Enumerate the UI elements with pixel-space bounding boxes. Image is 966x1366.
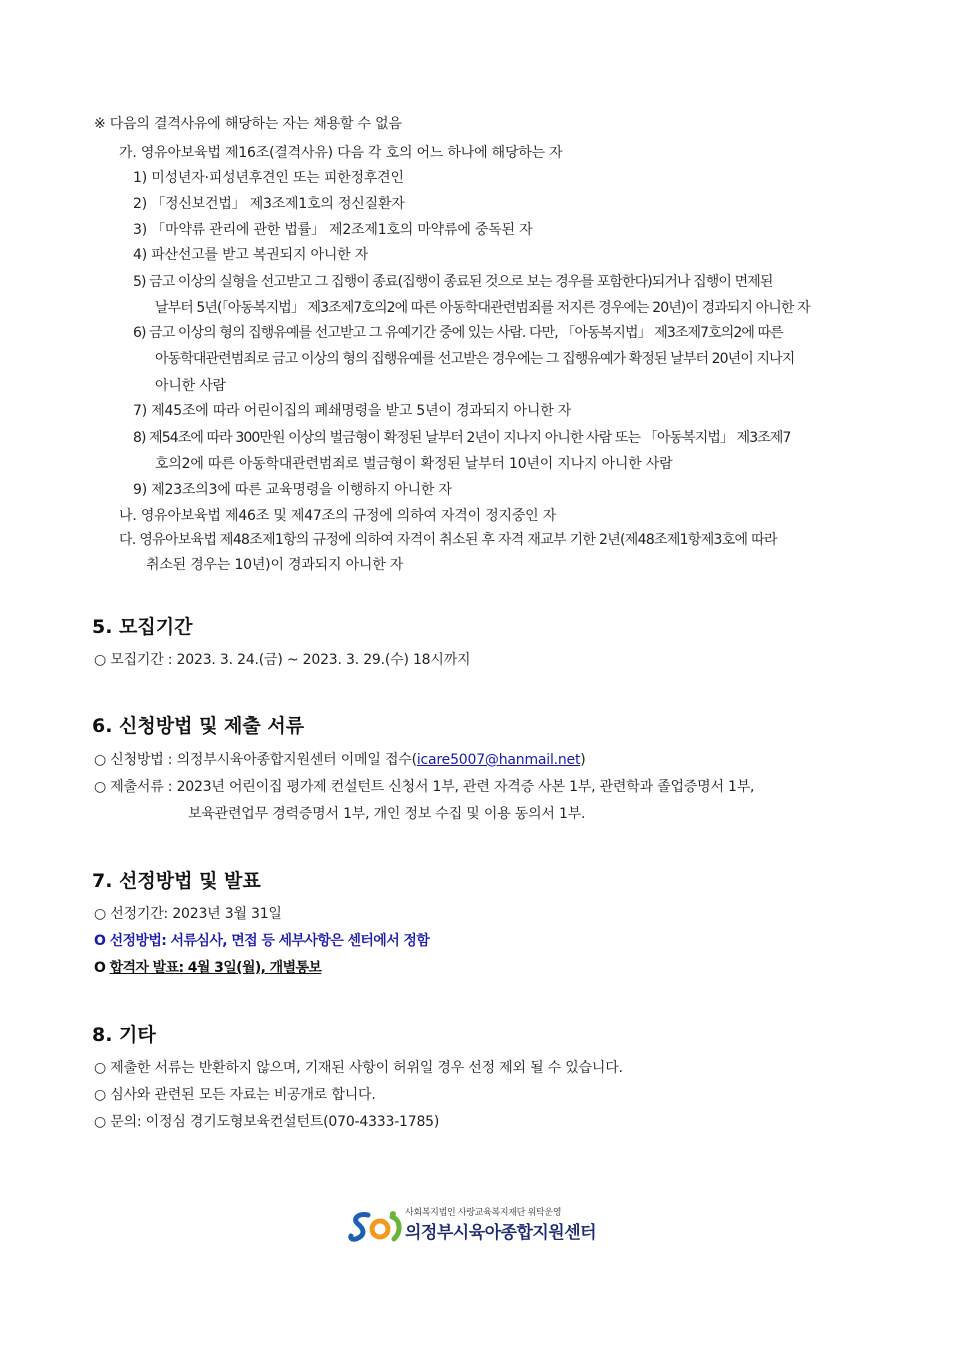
application-method-text: ○ 신청방법 : 의정부시육아종합지원센터 이메일 접수( [94, 752, 417, 768]
list-item: 날부터 5년(「아동복지법」 제3조제7호의2에 따른 아동학대관련범죄를 저지른 경우에는 20년)이 경과되지 아니한 자 [155, 300, 810, 316]
disqualification-ga: 가. 영유아보육법 제16조(결격사유) 다음 각 호의 어느 하나에 해당하는 자 [119, 145, 563, 161]
disqualification-na: 나. 영유아보육법 제46조 및 제47조의 규정에 의하여 자격이 정지중인 자 [119, 508, 557, 524]
list-item: 4) 파산선고를 받고 복권되지 아니한 자 [133, 247, 369, 263]
list-item: 6) 금고 이상의 형의 집행유예를 선고받고 그 유예기간 중에 있는 사람. 다만, 「아동복지법」 제3조제7호의2에 따른 [133, 325, 783, 341]
selection-period: ○ 선정기간: 2023년 3월 31일 [94, 906, 282, 922]
logo-mark-icon [348, 1207, 404, 1245]
section-title: 6. 신청방법 및 제출 서류 [92, 715, 305, 737]
list-item: 8) 제54조에 따라 300만원 이상의 벌금형이 확정된 날부터 2년이 지나지 아니한 사람 또는 「아동복지법」 제3조제7 [133, 430, 791, 446]
contact-line: ○ 문의: 이정심 경기도형보육컨설턴트(070-4333-1785) [94, 1114, 440, 1130]
list-item: 아니한 사람 [155, 378, 226, 394]
announcement-line [94, 958, 321, 978]
announcement-text: 합격자 발표: 4월 3일(월), 개별통보 [109, 960, 322, 976]
logo-org-name: 의정부시육아종합지원센터 [405, 1223, 597, 1243]
email-link[interactable]: icare5007@hanmail.net [416, 752, 581, 768]
other-line: ○ 제출한 서류는 반환하지 않으며, 기재된 사항이 허위일 경우 선정 제외 될 수 있습니다. [94, 1060, 623, 1076]
logo-org-subtitle: 사회복지법인 사랑교육복지재단 위탁운영 [405, 1208, 562, 1218]
disqualification-header: ※ 다음의 결격사유에 해당하는 자는 채용할 수 없음 [94, 116, 402, 132]
announcement-bullet: O [94, 960, 110, 976]
disqualification-da: 다. 영유아보육법 제48조제1항의 규정에 의하여 자격이 취소된 후 자격 재교부 기한 2년(제48조제1항제3호에 따라 [119, 532, 777, 548]
list-item: 3) 「마약류 관리에 관한 법률」 제2조제1호의 마약류에 중독된 자 [133, 222, 533, 238]
list-item: 아동학대관련범죄로 금고 이상의 형의 집행유예를 선고받은 경우에는 그 집행유예가 확정된 날부터 20년이 지나지 [155, 351, 795, 367]
list-item: 호의2에 따른 아동학대관련범죄로 벌금형이 확정된 날부터 10년이 지나지 아니한 사람 [155, 456, 673, 472]
section-title: 8. 기타 [92, 1024, 156, 1046]
list-item: 5) 금고 이상의 실형을 선고받고 그 집행이 종료(집행이 종료된 것으로 보는 경우를 포함한다)되거나 집행이 면제된 [133, 274, 773, 290]
selection-method: O 선정방법: 서류심사, 면접 등 세부사항은 센터에서 정함 [94, 933, 430, 949]
list-item: 1) 미성년자·피성년후견인 또는 피한정후견인 [133, 170, 404, 186]
application-method-suffix: ) [580, 752, 586, 768]
documents-line-cont: 보육관련업무 경력증명서 1부, 개인 정보 수집 및 이용 동의서 1부. [188, 806, 586, 822]
recruitment-period-text: ○ 모집기간 : 2023. 3. 24.(금) ~ 2023. 3. 29.(수) 18시까지 [94, 652, 471, 668]
disqualification-da-cont: 취소된 경우는 10년)이 경과되지 아니한 자 [146, 557, 404, 573]
list-item: 9) 제23조의3에 따른 교육명령을 이행하지 아니한 자 [133, 482, 452, 498]
application-method-line [94, 750, 586, 770]
section-title: 5. 모집기간 [92, 616, 193, 638]
section-title: 7. 선정방법 및 발표 [92, 870, 261, 892]
documents-line: ○ 제출서류 : 2023년 어린이집 평가제 컨설턴트 신청서 1부, 관련 자격증 사본 1부, 관련학과 졸업증명서 1부, [94, 779, 755, 795]
list-item: 7) 제45조에 따라 어린이집의 폐쇄명령을 받고 5년이 경과되지 아니한 자 [133, 403, 572, 419]
list-item: 2) 「정신보건법」 제3조제1호의 정신질환자 [133, 196, 405, 212]
other-line: ○ 심사와 관련된 모든 자료는 비공개로 합니다. [94, 1087, 376, 1103]
center-logo [348, 1205, 613, 1245]
